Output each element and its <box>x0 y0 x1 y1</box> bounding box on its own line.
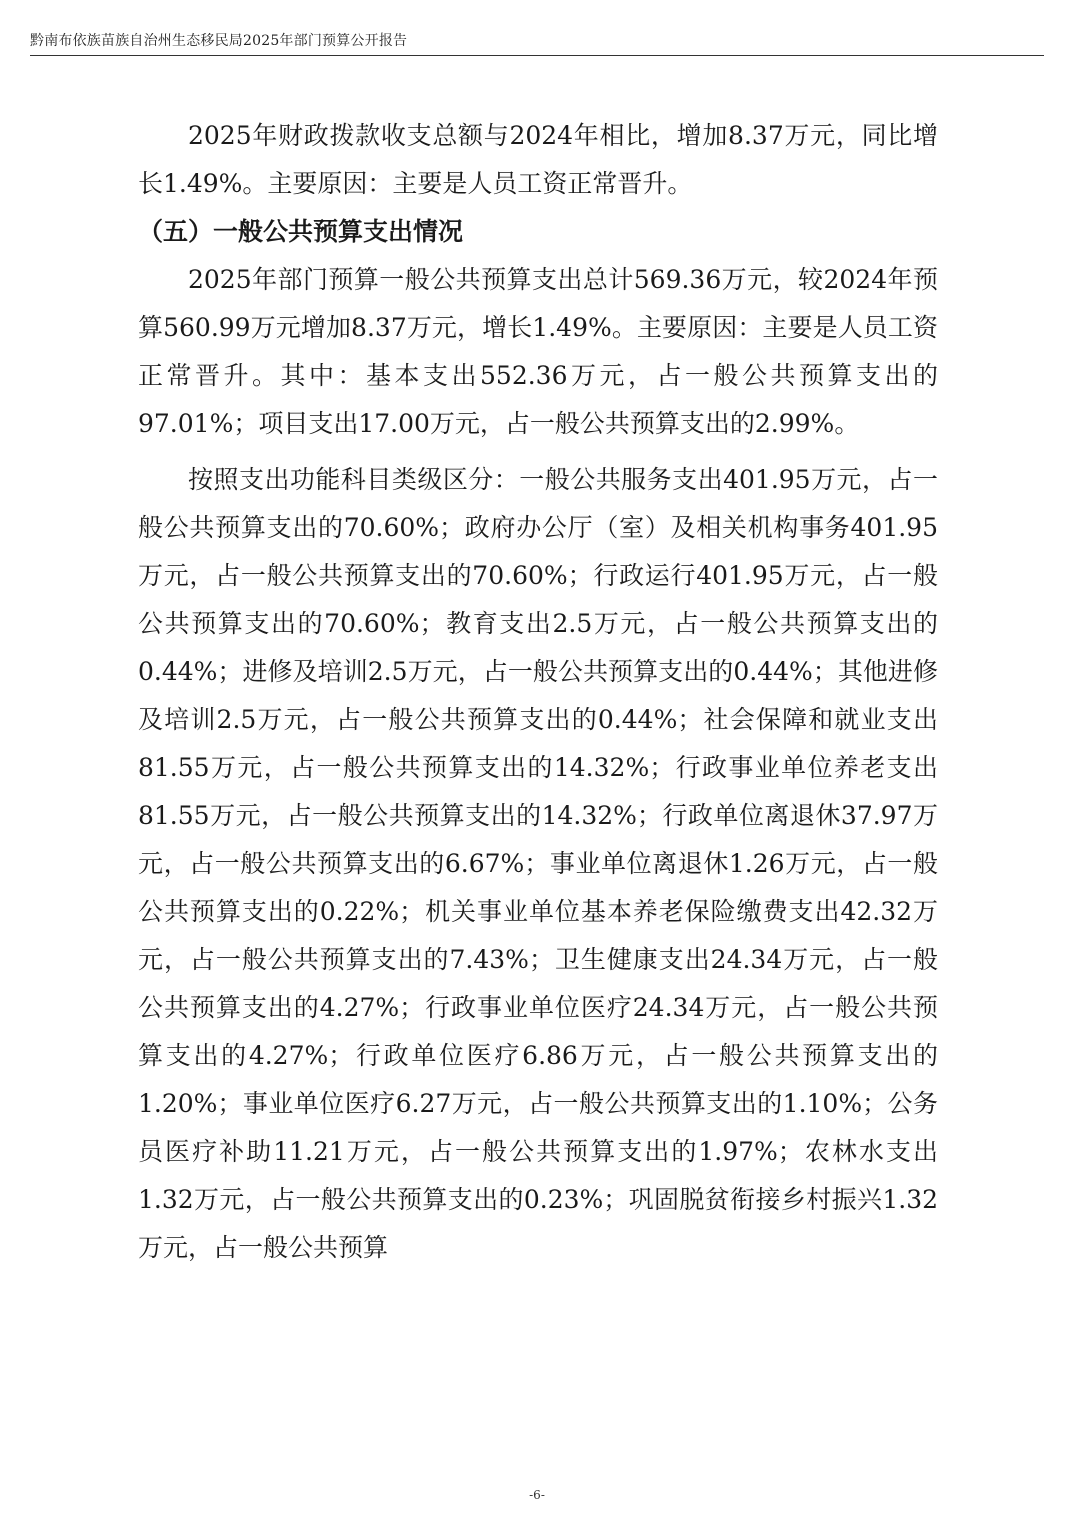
page-header-title: 黔南布依族苗族自治州生态移民局2025年部门预算公开报告 <box>30 33 408 49</box>
paragraph-expenditure-summary: 2025年部门预算一般公共预算支出总计569.36万元，较2024年预算560.99万元增加8.37万元，增长1.49%。主要原因：主要是人员工资正常晋升。其中：基本支出552.36万元，占一般公共预算支出的97.01%；项目支出17.00万元，占一般公共预算支出的2.99%。 <box>138 265 938 438</box>
header-divider <box>30 55 1044 56</box>
document-body <box>138 112 938 1272</box>
paragraph-comparison: 2025年财政拨款收支总额与2024年相比，增加8.37万元，同比增长1.49%。主要原因：主要是人员工资正常晋升。 <box>138 121 938 198</box>
paragraph-expenditure-by-function: 按照支出功能科目类级区分：一般公共服务支出401.95万元，占一般公共预算支出的70.60%；政府办公厅（室）及相关机构事务401.95万元，占一般公共预算支出的70.60%；行政运行401.95万元，占一般公共预算支出的70.60%；教育支出2.5万元，占一般公共预算支出的0.44%；进修及培训2.5万元，占一般公共预算支出的0.44%；其他进修及培训2.5万元，占一般公共预算支出的0.44%；社会保障和就业支出81.55万元，占一般公共预算支出的14.32%；行政事业单位养老支出81.55万元，占一般公共预算支出的14.32%；行政单位离退休37.97万元，占一般公共预算支出的6.67%；事业单位离退休1.26万元，占一般公共预算支出的0.22%；机关事业单位基本养老保险缴费支出42.32万元，占一般公共预算支出的7.43%；卫生健康支出24.34万元，占一般公共预算支出的4.27%；行政事业单位医疗24.34万元，占一般公共预算支出的4.27%；行政单位医疗6.86万元，占一般公共预算支出的1.20%；事业单位医疗6.27万元，占一般公共预算支出的1.10%；公务员医疗补助11.21万元，占一般公共预算支出的1.97%；农林水支出1.32万元，占一般公共预算支出的0.23%；巩固脱贫衔接乡村振兴1.32万元，占一般公共预算 <box>138 465 938 1262</box>
page-number: -6- <box>529 1488 545 1502</box>
section-heading: （五）一般公共预算支出情况 <box>138 217 464 246</box>
